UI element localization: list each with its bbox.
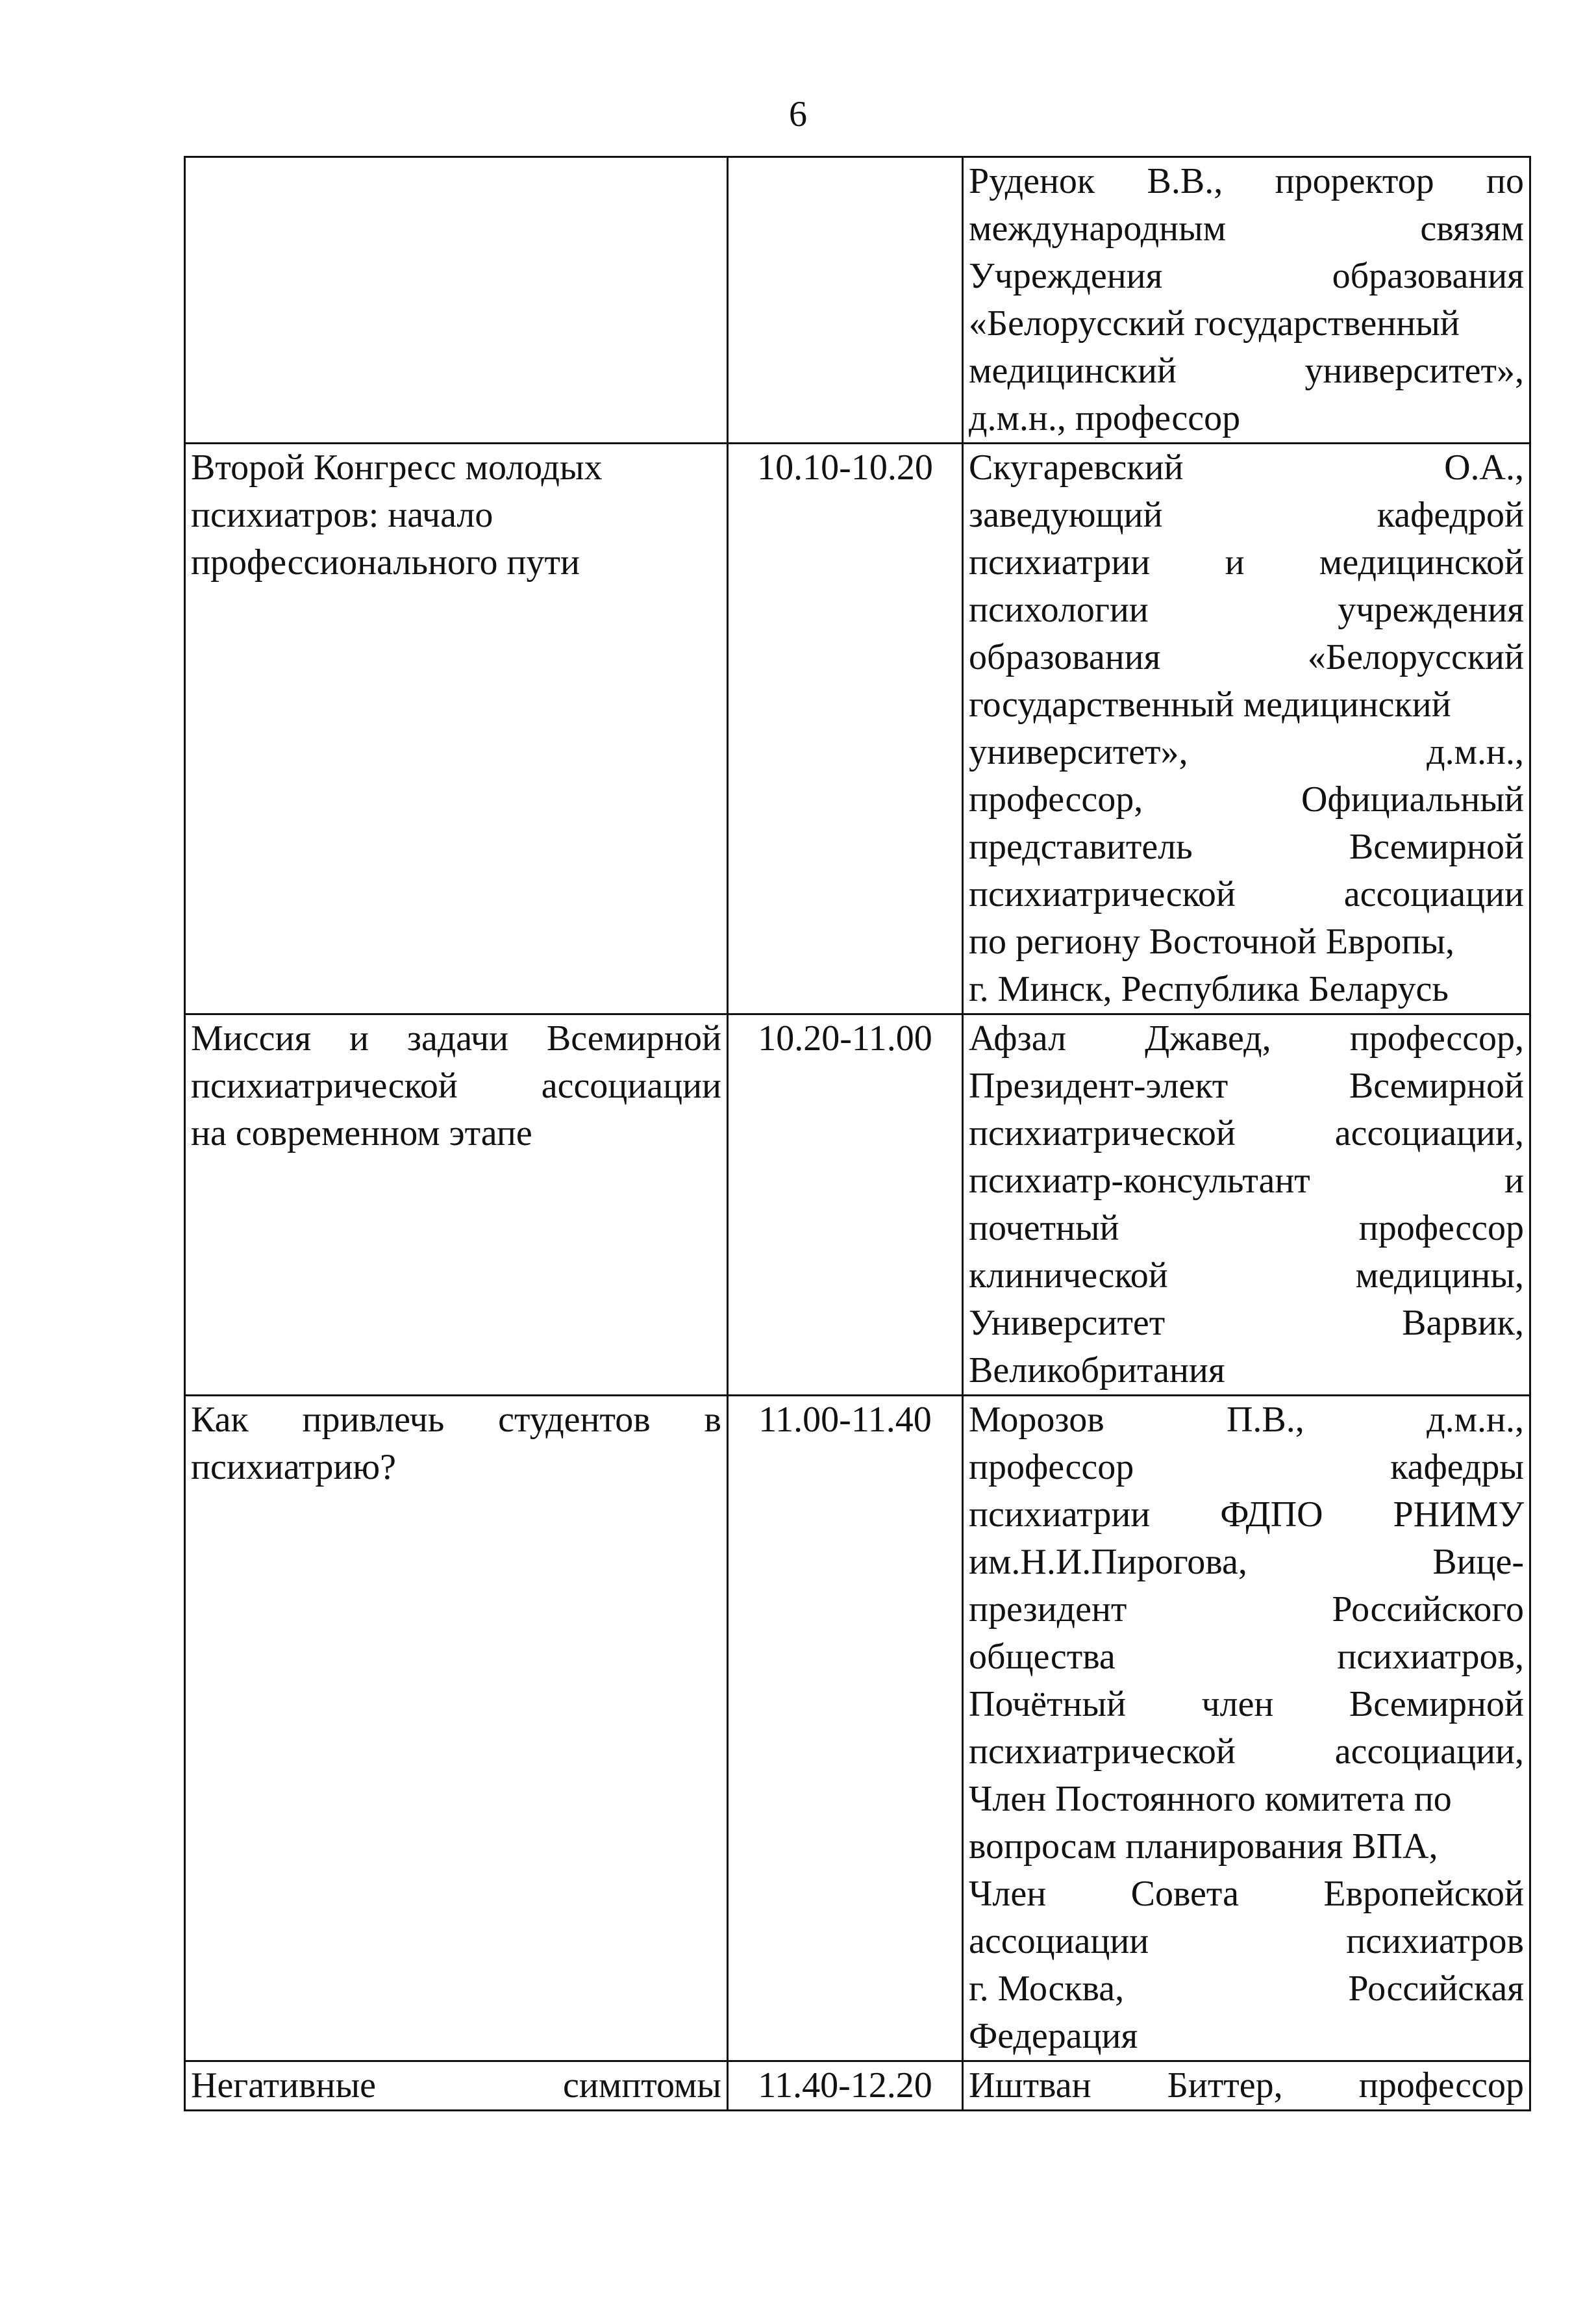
speaker-word: Всемирной [1349, 827, 1524, 867]
speaker-word: Вице- [1432, 1542, 1524, 1582]
topic-line [191, 1063, 721, 1110]
speaker-word: кафедры [1390, 1447, 1524, 1487]
speaker-word: Джавед, [1145, 1018, 1271, 1059]
time-cell: 10.20-11.00 [728, 1014, 963, 1396]
time-cell: 10.10-10.20 [728, 444, 963, 1014]
page-number: 6 [789, 94, 807, 134]
speaker-word: «Белорусский государственный [969, 303, 1460, 344]
speaker-line [969, 824, 1524, 871]
speaker-line [969, 347, 1524, 395]
speaker-line [969, 1681, 1524, 1728]
speaker-line [969, 1776, 1524, 1823]
topic-word: профессионального пути [191, 542, 580, 583]
speaker-word: д.м.н., [1427, 1400, 1524, 1440]
program-table [184, 156, 1531, 2111]
topic-line [191, 1444, 721, 1491]
speaker-word: университет», [1304, 351, 1524, 391]
speaker-word: Скугаревский [969, 447, 1184, 488]
speaker-word: учреждения [1338, 590, 1524, 630]
topic-line [191, 1396, 721, 1444]
speaker-word: г. Москва, [969, 1968, 1125, 2009]
topic-word: Негативные [191, 2065, 377, 2106]
speaker-line [969, 1396, 1524, 1444]
speaker-word: медицинской [1319, 542, 1524, 583]
speaker-line [969, 2013, 1524, 2060]
speaker-word: ассоциации [969, 1921, 1149, 1961]
speaker-word: РНИМУ [1393, 1494, 1524, 1535]
speaker-line [969, 1347, 1524, 1394]
speaker-word: Почётный [969, 1684, 1127, 1724]
speaker-line [969, 1728, 1524, 1776]
speaker-word: Всемирной [1349, 1066, 1524, 1106]
topic-line [191, 539, 721, 586]
speaker-word: Всемирной [1349, 1684, 1524, 1724]
speaker-word: университет», [969, 732, 1188, 772]
speaker-word: ассоциации, [1334, 1731, 1524, 1772]
speaker-word: Российская [1348, 1968, 1524, 2009]
speaker-word: Университет [969, 1303, 1166, 1343]
speaker-word: д.м.н., профессор [969, 398, 1241, 438]
speaker-word: Член [969, 1874, 1047, 1914]
speaker-word: медицины, [1355, 1255, 1524, 1296]
speaker-word: Официальный [1301, 779, 1524, 820]
topic-cell [185, 2061, 728, 2111]
speaker-word: Совета [1130, 1874, 1239, 1914]
speaker-word: ассоциации, [1334, 1113, 1524, 1153]
topic-line [191, 444, 721, 492]
speaker-word: Варвик, [1402, 1303, 1524, 1343]
speaker-line [969, 966, 1524, 1013]
speaker-word: кафедрой [1377, 495, 1524, 535]
table-row [185, 444, 1530, 1014]
topic-cell [185, 1396, 728, 2061]
topic-cell [185, 157, 728, 444]
speaker-word: психиатрии [969, 542, 1151, 583]
speaker-line [969, 1110, 1524, 1157]
topic-line [191, 1110, 721, 1157]
speaker-line [969, 1918, 1524, 1965]
speaker-word: профессор [1358, 2065, 1524, 2106]
speaker-word: г. Минск, Республика Беларусь [969, 969, 1449, 1009]
speaker-word: психиатрической [969, 874, 1236, 914]
speaker-line [969, 1015, 1524, 1063]
speaker-word: государственный медицинский [969, 685, 1451, 725]
speaker-word: проректор [1275, 161, 1434, 201]
speaker-line [969, 1491, 1524, 1539]
speaker-line [969, 1252, 1524, 1300]
speaker-word: образования [969, 637, 1161, 677]
topic-word: Миссия [191, 1018, 312, 1059]
speaker-word: ФДПО [1220, 1494, 1323, 1535]
speaker-word: Президент-элект [969, 1066, 1228, 1106]
speaker-word: профессор [969, 1447, 1134, 1487]
speaker-word: Член Постоянного комитета по [969, 1779, 1452, 1819]
topic-line [191, 2062, 721, 2109]
speaker-line [969, 681, 1524, 729]
speaker-word: Российского [1332, 1589, 1524, 1629]
speaker-line [969, 1063, 1524, 1110]
speaker-line [969, 205, 1524, 253]
speaker-word: психиатрии [969, 1494, 1151, 1535]
speaker-line [969, 871, 1524, 918]
speaker-line [969, 1870, 1524, 1918]
topic-line [191, 492, 721, 539]
speaker-line [969, 539, 1524, 586]
speaker-word: Учреждения [969, 256, 1163, 296]
speaker-cell [963, 2061, 1530, 2111]
speaker-word: медицинский [969, 351, 1177, 391]
topic-word: в [704, 1400, 721, 1440]
speaker-word: образования [1332, 256, 1524, 296]
topic-word: психиатров: начало [191, 495, 493, 535]
speaker-line [969, 1157, 1524, 1205]
table-row [185, 1396, 1530, 2061]
table-row [185, 1014, 1530, 1396]
speaker-word: профессор, [969, 779, 1143, 820]
speaker-line [969, 1965, 1524, 2013]
table-row [185, 157, 1530, 444]
speaker-line [969, 1633, 1524, 1681]
speaker-word: П.В., [1226, 1400, 1304, 1440]
topic-cell [185, 1014, 728, 1396]
speaker-word: международным [969, 208, 1227, 249]
time-cell: 11.00-11.40 [728, 1396, 963, 2061]
topic-word: Второй Конгресс молодых [191, 447, 603, 488]
topic-word: и [349, 1018, 369, 1059]
topic-cell [185, 444, 728, 1014]
speaker-word: Морозов [969, 1400, 1104, 1440]
speaker-word: психиатрической [969, 1113, 1236, 1153]
speaker-word: Иштван [969, 2065, 1091, 2106]
speaker-word: психиатрической [969, 1731, 1236, 1772]
speaker-word: Афзал [969, 1018, 1067, 1059]
speaker-word: О.А., [1444, 447, 1524, 488]
speaker-word: ассоциации [1343, 874, 1524, 914]
speaker-word: по [1486, 161, 1524, 201]
speaker-word: психиатров [1346, 1921, 1524, 1961]
topic-word: Как [191, 1400, 249, 1440]
speaker-line [969, 158, 1524, 205]
topic-line [191, 1015, 721, 1063]
topic-word: на современном этапе [191, 1113, 532, 1153]
speaker-word: «Белорусский [1307, 637, 1524, 677]
speaker-word: психологии [969, 590, 1149, 630]
speaker-line [969, 492, 1524, 539]
speaker-cell [963, 1396, 1530, 2061]
speaker-word: психиатр-консультант [969, 1161, 1310, 1201]
speaker-line [969, 729, 1524, 776]
speaker-line [969, 1300, 1524, 1347]
speaker-word: им.Н.И.Пирогова, [969, 1542, 1247, 1582]
speaker-word: профессор [1358, 1208, 1524, 1248]
topic-word: студентов [498, 1400, 651, 1440]
speaker-line [969, 776, 1524, 824]
topic-word: привлечь [302, 1400, 445, 1440]
speaker-word: В.В., [1147, 161, 1223, 201]
speaker-word: профессор, [1349, 1018, 1524, 1059]
speaker-line [969, 634, 1524, 681]
topic-word: ассоциации [541, 1066, 721, 1106]
table-row [185, 2061, 1530, 2111]
speaker-cell [963, 1014, 1530, 1396]
speaker-line [969, 1205, 1524, 1252]
speaker-word: Биттер, [1167, 2065, 1283, 2106]
speaker-line [969, 2062, 1524, 2109]
speaker-word: и [1225, 542, 1245, 583]
speaker-word: д.м.н., [1427, 732, 1524, 772]
speaker-line [969, 300, 1524, 347]
speaker-word: по региону Восточной Европы, [969, 922, 1454, 962]
speaker-word: почетный [969, 1208, 1119, 1248]
speaker-word: клинической [969, 1255, 1168, 1296]
speaker-line [969, 1539, 1524, 1586]
speaker-word: связям [1420, 208, 1524, 249]
speaker-cell [963, 444, 1530, 1014]
speaker-line [969, 253, 1524, 300]
speaker-word: вопросам планирования ВПА, [969, 1826, 1438, 1867]
speaker-line [969, 586, 1524, 634]
speaker-word: и [1504, 1161, 1524, 1201]
speaker-line [969, 395, 1524, 442]
speaker-word: психиатров, [1337, 1637, 1524, 1677]
topic-word: задачи [406, 1018, 509, 1059]
speaker-word: президент [969, 1589, 1127, 1629]
speaker-word: Европейской [1323, 1874, 1524, 1914]
topic-word: психиатрию? [191, 1447, 396, 1487]
topic-word: психиатрической [191, 1066, 458, 1106]
speaker-line [969, 918, 1524, 966]
speaker-word: член [1201, 1684, 1274, 1724]
speaker-word: общества [969, 1637, 1116, 1677]
speaker-word: заведующий [969, 495, 1163, 535]
time-cell: 11.40-12.20 [728, 2061, 963, 2111]
speaker-word: Великобритания [969, 1350, 1225, 1390]
topic-word: Всемирной [546, 1018, 721, 1059]
speaker-line [969, 444, 1524, 492]
speaker-line [969, 1586, 1524, 1633]
speaker-line [969, 1823, 1524, 1870]
speaker-word: представитель [969, 827, 1193, 867]
speaker-cell [963, 157, 1530, 444]
topic-word: симптомы [563, 2065, 721, 2106]
time-cell [728, 157, 963, 444]
speaker-word: Федерация [969, 2016, 1138, 2056]
speaker-word: Руденок [969, 161, 1095, 201]
speaker-line [969, 1444, 1524, 1491]
